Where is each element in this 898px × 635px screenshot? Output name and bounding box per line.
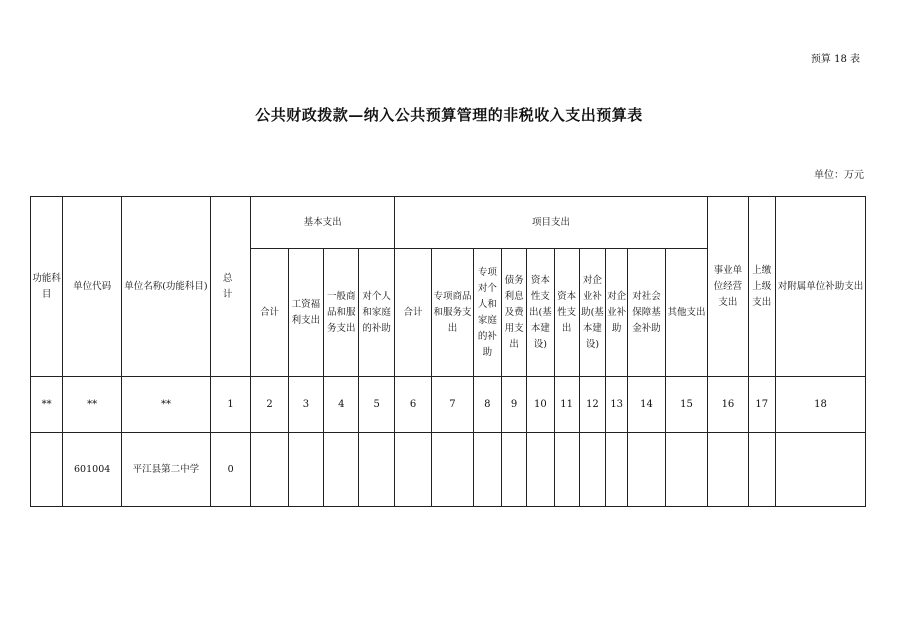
- header-basic-sub: 合计: [251, 249, 288, 377]
- header-project-sub: 对企业补助: [606, 249, 628, 377]
- data-cell: [432, 433, 473, 507]
- data-cell: [251, 433, 288, 507]
- budget-table: [30, 196, 866, 507]
- index-cell: **: [31, 377, 63, 433]
- index-cell: **: [63, 377, 122, 433]
- header-basic-expenditure: 基本支出: [251, 197, 395, 249]
- data-cell: [473, 433, 501, 507]
- header-basic-sub: 一般商品和服务支出: [324, 249, 359, 377]
- table-row: [31, 433, 866, 507]
- header-total: 总 计: [210, 197, 250, 377]
- data-cell: [288, 433, 323, 507]
- header-project-sub: 债务利息及费用支出: [501, 249, 526, 377]
- data-cell: [665, 433, 708, 507]
- data-cell: [554, 433, 579, 507]
- index-cell: **: [121, 377, 210, 433]
- header-project-sub: 对社会保障基金补助: [628, 249, 665, 377]
- index-cell: 10: [527, 377, 554, 433]
- index-cell: 3: [288, 377, 323, 433]
- index-cell: 1: [210, 377, 250, 433]
- data-cell: [501, 433, 526, 507]
- data-cell: [775, 433, 865, 507]
- unit-label: 单位：万元: [814, 170, 864, 181]
- index-cell: 12: [579, 377, 605, 433]
- data-cell: [527, 433, 554, 507]
- data-cell: [324, 433, 359, 507]
- header-basic-sub: 工资福利支出: [288, 249, 323, 377]
- page-title: 公共财政拨款—纳入公共预算管理的非税收入支出预算表: [255, 106, 643, 124]
- index-cell: 15: [665, 377, 708, 433]
- index-cell: 8: [473, 377, 501, 433]
- index-cell: 2: [251, 377, 288, 433]
- header-project-sub: 其他支出: [665, 249, 708, 377]
- index-cell: 14: [628, 377, 665, 433]
- header-project-sub: 资本性支出: [554, 249, 579, 377]
- data-cell: [628, 433, 665, 507]
- index-cell: 13: [606, 377, 628, 433]
- header-project-sub: 专项对个人和家庭的补助: [473, 249, 501, 377]
- index-cell: 17: [748, 377, 775, 433]
- index-cell: 16: [708, 377, 748, 433]
- index-cell: 6: [394, 377, 431, 433]
- data-cell: [708, 433, 748, 507]
- header-turn-up-expense: 上缴上级支出: [748, 197, 775, 377]
- header-project-expenditure: 项目支出: [394, 197, 707, 249]
- cell-unit-code: 601004: [63, 433, 122, 507]
- index-cell: 4: [324, 377, 359, 433]
- form-number: 预算 18 表: [810, 54, 860, 65]
- data-cell: [579, 433, 605, 507]
- header-project-sub: 资本性支出(基本建设): [527, 249, 554, 377]
- index-cell: 18: [775, 377, 865, 433]
- header-project-sub: 专项商品和服务支出: [432, 249, 473, 377]
- header-basic-sub: 对个人和家庭的补助: [359, 249, 394, 377]
- data-cell: [394, 433, 431, 507]
- data-cell: [359, 433, 394, 507]
- header-project-sub: 对企业补助(基本建设): [579, 249, 605, 377]
- header-func-subject: 功能科目: [31, 197, 63, 377]
- data-cell: [748, 433, 775, 507]
- cell-func-subject: [31, 433, 63, 507]
- cell-total: 0: [210, 433, 250, 507]
- index-cell: 9: [501, 377, 526, 433]
- data-cell: [606, 433, 628, 507]
- header-biz-unit-expense: 事业单位经营支出: [708, 197, 748, 377]
- header-unit-code: 单位代码: [63, 197, 122, 377]
- index-cell: 5: [359, 377, 394, 433]
- header-unit-name: 单位名称(功能科目): [121, 197, 210, 377]
- header-subsidy-expense: 对附属单位补助支出: [775, 197, 865, 377]
- index-cell: 11: [554, 377, 579, 433]
- index-cell: 7: [432, 377, 473, 433]
- cell-unit-name: 平江县第二中学: [121, 433, 210, 507]
- header-project-sub: 合计: [394, 249, 431, 377]
